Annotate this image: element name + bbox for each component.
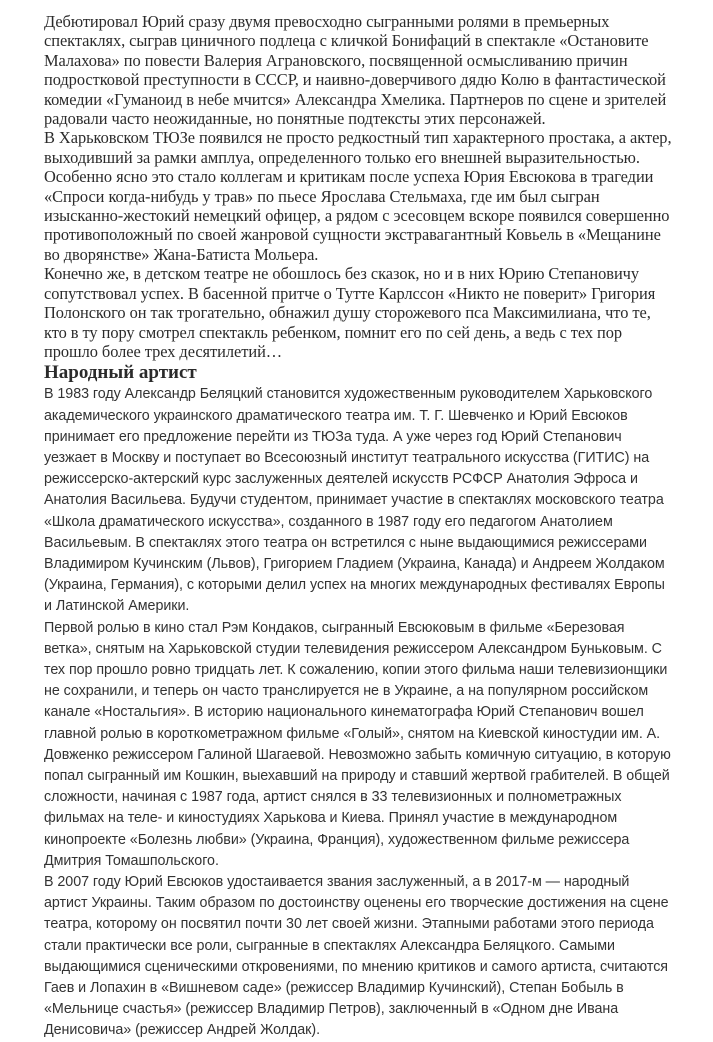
paragraph-belyatsky-theatre: В 1983 году Александр Беляцкий становится художественным руководителем Харьковского академического украинского драматического театра им. Т. Г. Шевченко и Юрий Евсюков принимает его предложение перейти из ТЮЗа туда. А уже через год Юрий Степанович уезжает в Москву и поступает во Всесоюзный институт театрального искусства (ГИТИС) на режиссерско-актерский курс заслуженных деятелей искусств РСФСР Анатолия Эфроса и Анатолия Васильева. Будучи студентом, принимает участие в спектаклях московского театра «Школа драматического искусства», созданного в 1987 году его педагогом Анатолием Васильевым. В спектаклях этого театра он встретился с ныне выдающимися режиссерами Владимиром Кучинским (Львов), Григорием Гладием (Украина, Канада) и Андреем Жолдаком (Украина, Германия), с которыми делил успех на многих международных фестивалях Европы и Латинской Америки. [44, 386, 665, 615]
section-heading: Народный артист [44, 362, 197, 384]
intro-section [44, 12, 673, 361]
paragraph-film-career: Первой ролью в кино стал Рэм Кондаков, сыгранный Евсюковым в фильме «Березовая ветка», снятым на Харьковской студии телевидения режиссером Александром Буньковым. С тех пор прошло ровно тридцать лет. К сожалению, копии этого фильма наши телевизионщики не сохранили, и теперь он часто транслируется не в Украине, а на популярном российском канале «Ностальгия». В историю национального кинематографа Юрий Степанович вошел главной ролью в короткометражном фильме «Голый», снятом на Киевской киностудии им. А. Довженко режиссером Галиной Шагаевой. Невозможно забыть комичную ситуацию, в которую попал сыгранный им Кошкин, выехавший на природу и ставший жертвой грабителей. В общей сложности, начиная с 1987 года, артист снялся в 33 телевизионных и полнометражных фильмах на теле- и киностудиях Харькова и Киева. Принял участие в международном кинопроекте «Болезнь любви» (Украина, Франция), художественном фильме режиссера Дмитрия Томашпольского. [44, 619, 671, 869]
paragraph-kharkiv-tyuz: В Харьковском ТЮЗе появился не просто редкостный тип характерного простака, а актер, выходивший за рамки амплуа, определенного только его внешней выразительностью. Особенно ясно это стало коллегам и критикам после успеха Юрия Евсюкова в трагедии «Спроси когда-нибудь у трав» по пьесе Ярослава Стельмаха, где им был сыгран изысканно-жестокий немецкий офицер, а рядом с эсесовцем вскоре появился совершенно противоположный по своей жанровой сущности экстравагантный Ковьель в «Мещанине во дворянстве» Жана-Батиста Мольера. [44, 128, 672, 264]
people-artist-section [44, 384, 673, 1041]
paragraph-honors: В 2007 году Юрий Евсюков удостаивается звания заслуженный, а в 2017-м — народный артист Украины. Таким образом по достоинству оценены его творческие достижения на сцене театра, которому он посвятил почти 30 лет своей жизни. Этапными работами этого периода стали практически все роли, сыгранные в спектаклях Александра Беляцкого. Самыми выдающимися сценическими откровениями, по мнению критиков и самого артиста, считаются Гаев и Лопахин в «Вишневом саде» (режиссер Владимир Кучинский), Степан Бобыль в «Мельнице счастья» (режиссер Владимир Петров), заключенный в «Одном дне Ивана Денисовича» (режиссер Андрей Жолдак). [44, 873, 669, 1039]
paragraph-debut: Дебютировал Юрий сразу двумя превосходно сыгранными ролями в премьерных спектаклях, сыграв циничного подлеца с кличкой Бонифаций в спектакле «Остановите Малахова» по повести Валерия Аграновского, посвященной осмысливанию причин подростковой преступности в СССР, и наивно-доверчивого дядю Колю в фантастической комедии «Гуманоид в небе мчится» Александра Хмелика. Партнеров по сцене и зрителей радовали часто неожиданные, но понятные подтексты этих персонажей. [44, 12, 667, 129]
paragraph-fairy-tales: Конечно же, в детском театре не обошлось без сказок, но и в них Юрию Степановичу сопутствовал успех. В басенной притче о Тутте Карлссон «Никто не поверит» Григория Полонского он так трогательно, обнажил душу сторожевого пса Максимилиана, что те, кто в ту пору смотрел спектакль ребенком, помнит его по сей день, а ведь с тех пор прошло более трех десятилетий… [44, 264, 656, 361]
